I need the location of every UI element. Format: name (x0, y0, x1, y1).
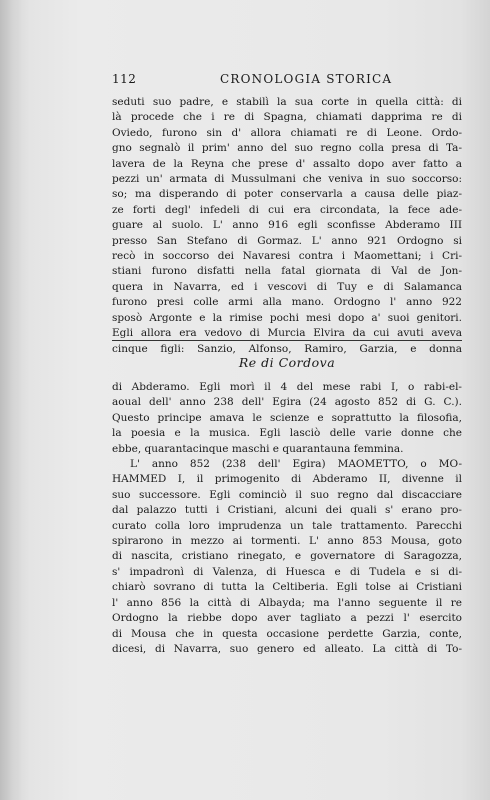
running-head (112, 72, 462, 90)
section-heading: Re di Cordova (238, 355, 336, 370)
text-line: presso San Stefano di Gormaz. L' anno 921 Ordogno si (112, 234, 462, 247)
page-number: 112 (112, 72, 137, 86)
top-paragraph (112, 95, 462, 357)
text-line: ebbe, quarantacinque maschi e quarantauna femmina. (112, 442, 404, 455)
text-line: Oviedo, furono sin d' allora chiamati re di Leone. Ordo- (112, 126, 462, 139)
text-line: dicesi, di Navarra, suo genero ed alleato. La città di To- (112, 642, 462, 655)
text-line: furono presi colle armi alla mano. Ordogno l' anno 922 (112, 296, 462, 309)
text-line: quera in Navarra, ed i vescovi di Tuy e di Salamanca (112, 280, 462, 293)
text-line: spirarono in mezzo ai tormenti. L' anno 853 Mousa, goto (112, 535, 462, 548)
text-line: sposò Argonte e la rimise pochi mesi dopo a' suoi genitori. (112, 311, 462, 324)
running-head-title: CRONOLOGIA STORICA (220, 72, 393, 86)
text-line: aoual dell' anno 238 dell' Egira (24 agosto 852 di G. C.). (112, 396, 462, 409)
text-line: stiani furono disfatti nella fatal giornata di Val de Jon- (112, 265, 462, 278)
text-line: HAMMED I, il primogenito di Abderamo II, divenne il (112, 473, 462, 486)
bottom-paragraph (112, 380, 462, 657)
text-line: L' anno 852 (238 dell' Egira) MAOMETTO, o MO- (130, 458, 462, 471)
text-line: Ordogno la riebbe dopo aver tagliato a pezzi l' esercito (112, 612, 462, 625)
text-line: gno segnalò il prim' anno del suo regno colla presa di Ta- (112, 142, 462, 155)
text-line: la poesia e la musica. Egli lasciò delle varie donne che (112, 427, 462, 440)
text-line: pezzi un' armata di Mussulmani che veniva in suo soccorso: (112, 173, 462, 186)
text-line: suo successore. Egli cominciò il suo regno dal discacciare (112, 488, 462, 501)
text-line: di Abderamo. Egli morì il 4 del mese rabi I, o rabi-el- (112, 381, 462, 393)
text-line: recò in soccorso dei Navaresi contra i Maomettani; i Cri- (112, 250, 462, 263)
section-divider (112, 340, 462, 341)
text-line: curato colla loro imprudenza un tale trattamento. Parecchi (112, 519, 462, 532)
text-line: lavera de la Reyna che prese d' assalto dopo aver fatto a (112, 157, 462, 170)
text-line: dal palazzo tutti i Cristiani, alcuni dei quali s' erano pro- (112, 504, 462, 517)
text-line: seduti suo padre, e stabilì la sua corte in quella città: di (112, 96, 462, 108)
text-line: guare al suolo. L' anno 916 egli sconfisse Abderamo III (112, 219, 462, 232)
text-line: chiarò sovrano di tutta la Celtiberia. Egli tolse ai Cristiani (112, 581, 462, 594)
text-line: cinque figli: Sanzio, Alfonso, Ramiro, Garzia, e donna (112, 342, 462, 355)
text-line: Questo principe amava le scienze e soprattutto la filosofia, (112, 411, 462, 424)
text-line: l' anno 856 la città di Albayda; ma l'anno seguente il re (112, 596, 462, 609)
text-line: s' impadronì di Valenza, di Huesca e di Tudela e si di- (112, 565, 462, 578)
text-line: Egli allora era vedovo di Murcia Elvira da cui avuti aveva (112, 327, 462, 340)
text-line: so; ma disperando di poter conservarla a causa delle piaz- (112, 188, 462, 201)
text-line: di nascita, cristiano rinegato, e governatore di Saragozza, (112, 550, 462, 563)
text-line: ze forti degl' infedeli di cui era circondata, la fece ade- (112, 203, 462, 216)
text-line: là procede che i re di Spagna, chiamati dapprima re di (112, 111, 462, 124)
text-line: di Mousa che in questa occasione perdette Garzia, conte, (112, 627, 462, 640)
page-gutter-shadow (0, 0, 22, 800)
